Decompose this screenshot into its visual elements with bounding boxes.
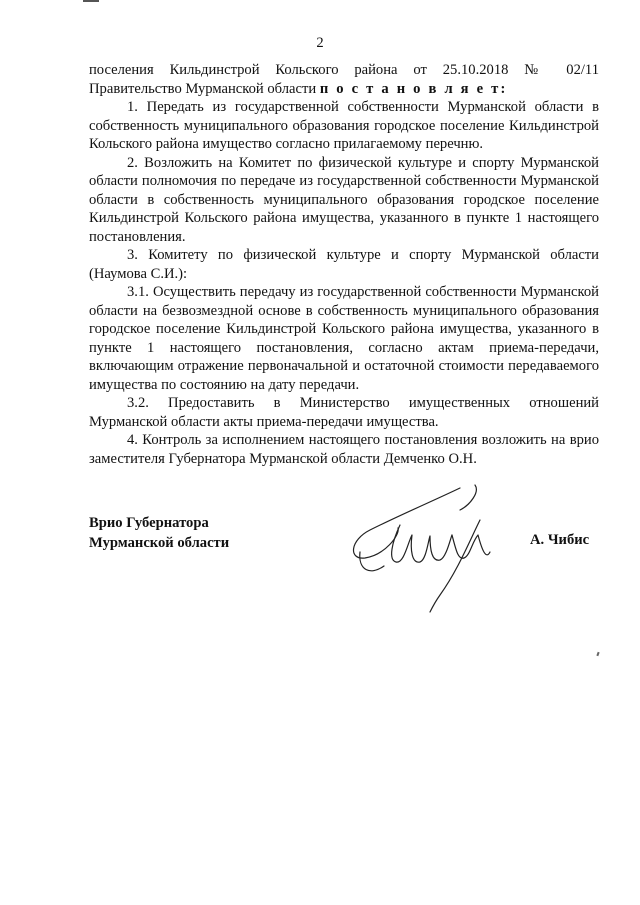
intro-line-1: поселения Кильдинстрой Кольского района от 25.10.2018 № 02/11 xyxy=(89,62,599,78)
handwritten-signature xyxy=(340,480,520,620)
scan-edge-mark xyxy=(83,0,99,2)
signatory-title-line-1: Врио Губернатора xyxy=(89,515,209,531)
signatory-name: А. Чибис xyxy=(530,532,590,548)
intro-line-2 xyxy=(89,80,599,99)
signatory-title-line-2: Мурманской области xyxy=(89,535,230,551)
paragraph-3-1: 3.1. Осуществить передачу из государственной собственности Мурманской области на безвозмездной основе в собственность муниципального образования городское поселение Кильдинстрой Кольского района имущества, указанного в пункте 1 настоящего постановления, согласно актам приема-передачи, включающим отражение первоначальной и остаточной стоимости передаваемого имущества по состоянию на дату передачи. xyxy=(89,284,599,393)
scan-speck xyxy=(596,652,599,656)
decree-word: п о с т а н о в л я е т: xyxy=(319,80,508,97)
signatory-title xyxy=(89,513,229,553)
paragraph-4: 4. Контроль за исполнением настоящего постановления возложить на врио заместителя Губернатора Мурманской области Демченко О.Н. xyxy=(89,432,599,467)
document-body xyxy=(89,61,599,468)
intro-line-2-text: Правительство Мурманской области xyxy=(89,80,320,97)
paragraph-1: 1. Передать из государственной собственности Мурманской области в собственность муниципального образования городское поселение Кильдинстрой Кольского района имущество согласно прилагаемому перечню. xyxy=(89,99,599,152)
paragraph-3: 3. Комитету по физической культуре и спорту Мурманской области (Наумова С.И.): xyxy=(89,247,599,282)
paragraph-3-2: 3.2. Предоставить в Министерство имущественных отношений Мурманской области акты приема-передачи имущества. xyxy=(89,395,599,430)
paragraph-2: 2. Возложить на Комитет по физической культуре и спорту Мурманской области полномочия по передаче из государственной собственности Мурманской области в собственность муниципального образования городское поселение Кильдинстрой Кольского района имущества, указанного в пункте 1 настоящего постановления. xyxy=(89,154,599,245)
page-number: 2 xyxy=(316,35,324,51)
